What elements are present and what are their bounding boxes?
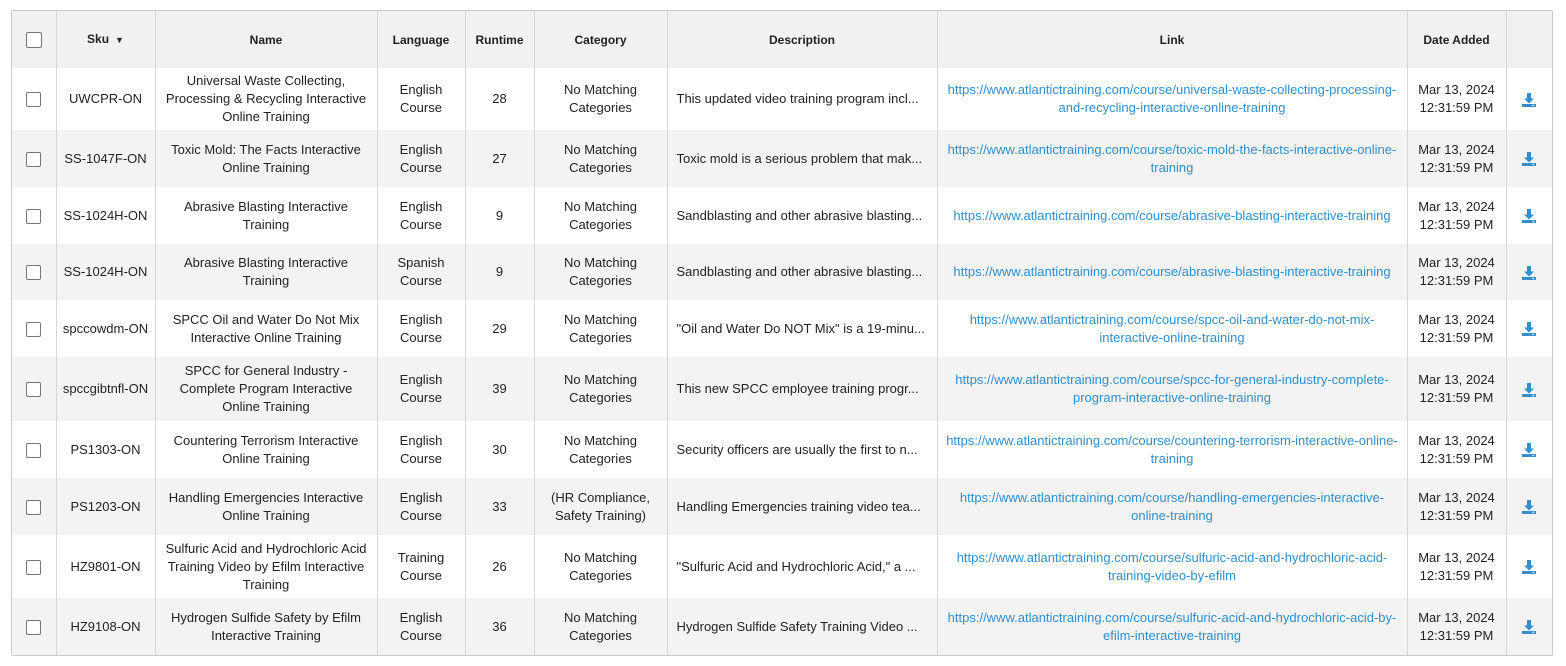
sku-header-label: Sku — [87, 32, 110, 46]
date-added-cell — [1407, 300, 1506, 357]
date-text: Mar 13, 2024 — [1418, 311, 1495, 327]
language-cell: English Course — [377, 421, 465, 478]
name-cell: Toxic Mold: The Facts Interactive Online Training — [155, 130, 377, 187]
runtime-cell: 27 — [465, 130, 534, 187]
description-cell: Toxic mold is a serious problem that mak... — [667, 130, 937, 187]
download-cell — [1506, 421, 1552, 478]
date-added-cell — [1407, 130, 1506, 187]
sku-cell: spccowdm-ON — [56, 300, 155, 357]
courses-table — [12, 11, 1552, 655]
language-cell: English Course — [377, 357, 465, 421]
row-select-cell — [12, 300, 56, 357]
name-cell: SPCC Oil and Water Do Not Mix Interactive Online Training — [155, 300, 377, 357]
caret-down-icon[interactable]: ▼ — [115, 35, 124, 45]
download-cell — [1506, 130, 1552, 187]
runtime-cell: 28 — [465, 68, 534, 130]
download-cell — [1506, 300, 1552, 357]
description-cell: "Oil and Water Do NOT Mix" is a 19-minu... — [667, 300, 937, 357]
date-text: Mar 13, 2024 — [1418, 489, 1495, 505]
download-icon[interactable] — [1521, 619, 1537, 635]
time-text: 12:31:59 PM — [1419, 507, 1494, 523]
time-text: 12:31:59 PM — [1419, 627, 1494, 643]
name-cell: Sulfuric Acid and Hydrochloric Acid Training Video by Efilm Interactive Training — [155, 535, 377, 598]
row-checkbox[interactable] — [26, 443, 41, 458]
download-cell — [1506, 187, 1552, 244]
link-cell — [937, 187, 1407, 244]
row-checkbox[interactable] — [26, 382, 41, 397]
sku-cell: spccgibtnfl-ON — [56, 357, 155, 421]
runtime-cell: 26 — [465, 535, 534, 598]
language-cell: Training Course — [377, 535, 465, 598]
runtime-cell: 39 — [465, 357, 534, 421]
date-added-cell — [1407, 598, 1506, 655]
time-text: 12:31:59 PM — [1419, 273, 1494, 288]
download-cell — [1506, 68, 1552, 130]
course-link[interactable]: https://www.atlantictraining.com/course/spcc-for-general-industry-complete-program-interactive-online-training — [955, 372, 1389, 405]
download-cell — [1506, 478, 1552, 535]
row-checkbox[interactable] — [26, 500, 41, 515]
download-icon[interactable] — [1521, 559, 1537, 575]
date-added-header-label: Date Added — [1423, 32, 1490, 47]
row-select-cell — [12, 68, 56, 130]
language-cell: English Course — [377, 598, 465, 655]
row-checkbox[interactable] — [26, 322, 41, 337]
description-cell: Handling Emergencies training video tea... — [667, 478, 937, 535]
row-checkbox[interactable] — [26, 209, 41, 224]
language-cell: English Course — [377, 130, 465, 187]
sku-cell: UWCPR-ON — [56, 68, 155, 130]
course-link[interactable]: https://www.atlantictraining.com/course/abrasive-blasting-interactive-training — [953, 264, 1391, 279]
date-added-cell — [1407, 244, 1506, 300]
column-header-category[interactable] — [534, 11, 667, 68]
download-icon[interactable] — [1521, 265, 1537, 281]
download-cell — [1506, 535, 1552, 598]
runtime-cell: 30 — [465, 421, 534, 478]
download-cell — [1506, 244, 1552, 300]
link-cell — [937, 300, 1407, 357]
course-link[interactable]: https://www.atlantictraining.com/course/toxic-mold-the-facts-interactive-online-training — [947, 141, 1397, 175]
description-cell: This updated video training program incl... — [667, 68, 937, 130]
runtime-cell: 29 — [465, 300, 534, 357]
link-cell — [937, 535, 1407, 598]
language-header-label: Language — [392, 32, 450, 47]
time-text: 12:31:59 PM — [1419, 159, 1494, 175]
table-row — [12, 68, 1552, 130]
category-header-label: Category — [574, 32, 627, 47]
table-row — [12, 130, 1552, 187]
row-select-cell — [12, 130, 56, 187]
category-cell: No Matching Categories — [534, 535, 667, 598]
table-row — [12, 535, 1552, 598]
download-icon[interactable] — [1521, 151, 1537, 167]
category-cell: No Matching Categories — [534, 598, 667, 655]
course-link[interactable]: https://www.atlantictraining.com/course/handling-emergencies-interactive-online-training — [959, 489, 1385, 523]
download-cell — [1506, 598, 1552, 655]
link-header-label: Link — [1159, 32, 1185, 47]
runtime-cell: 9 — [465, 244, 534, 300]
description-cell: Hydrogen Sulfide Safety Training Video ... — [667, 598, 937, 655]
sku-cell: HZ9801-ON — [56, 535, 155, 598]
course-link[interactable]: https://www.atlantictraining.com/course/sulfuric-acid-and-hydrochloric-acid-training-video-by-efilm — [956, 549, 1388, 583]
link-cell — [937, 598, 1407, 655]
link-cell — [937, 421, 1407, 478]
table-body — [12, 68, 1552, 655]
language-cell: English Course — [377, 187, 465, 244]
date-text: Mar 13, 2024 — [1418, 141, 1495, 157]
row-checkbox[interactable] — [26, 620, 41, 635]
link-cell — [937, 478, 1407, 535]
date-text: Mar 13, 2024 — [1418, 82, 1495, 97]
sku-cell: PS1303-ON — [56, 421, 155, 478]
download-icon[interactable] — [1521, 208, 1537, 224]
category-cell: No Matching Categories — [534, 244, 667, 300]
column-header-description[interactable] — [667, 11, 937, 68]
runtime-cell: 9 — [465, 187, 534, 244]
download-icon[interactable] — [1521, 321, 1537, 337]
name-cell: Abrasive Blasting Interactive Training — [155, 187, 377, 244]
course-link[interactable]: https://www.atlantictraining.com/course/sulfuric-acid-and-hydrochloric-acid-by-efilm-interactive-training — [947, 609, 1397, 643]
table-row — [12, 300, 1552, 357]
date-text: Mar 13, 2024 — [1418, 549, 1495, 565]
runtime-header-label: Runtime — [475, 32, 524, 47]
download-cell — [1506, 357, 1552, 421]
date-text: Mar 13, 2024 — [1418, 609, 1495, 625]
description-cell: "Sulfuric Acid and Hydrochloric Acid," a ... — [667, 535, 937, 598]
table-row — [12, 421, 1552, 478]
description-cell: Sandblasting and other abrasive blasting... — [667, 187, 937, 244]
table-row — [12, 598, 1552, 655]
select-all-header — [12, 11, 56, 68]
date-added-cell — [1407, 421, 1506, 478]
date-text: Mar 13, 2024 — [1418, 198, 1495, 214]
sku-cell: SS-1047F-ON — [56, 130, 155, 187]
category-cell: No Matching Categories — [534, 68, 667, 130]
row-select-cell — [12, 244, 56, 300]
category-cell: No Matching Categories — [534, 421, 667, 478]
column-header-runtime[interactable] — [465, 11, 534, 68]
table-row — [12, 357, 1552, 421]
column-header-name[interactable] — [155, 11, 377, 68]
select-all-checkbox[interactable] — [26, 32, 42, 48]
category-cell: No Matching Categories — [534, 187, 667, 244]
download-icon[interactable] — [1521, 92, 1537, 108]
download-icon[interactable] — [1521, 382, 1537, 398]
time-text: 12:31:59 PM — [1419, 100, 1494, 115]
time-text: 12:31:59 PM — [1419, 567, 1494, 583]
sku-cell: SS-1024H-ON — [56, 187, 155, 244]
date-text: Mar 13, 2024 — [1418, 372, 1495, 387]
link-cell — [937, 68, 1407, 130]
column-header-actions — [1506, 11, 1552, 68]
name-cell: Universal Waste Collecting, Processing & Recycling Interactive Online Training — [155, 68, 377, 130]
time-text: 12:31:59 PM — [1419, 390, 1494, 405]
course-link[interactable]: https://www.atlantictraining.com/course/abrasive-blasting-interactive-training — [953, 207, 1391, 223]
language-cell: English Course — [377, 478, 465, 535]
date-added-cell — [1407, 478, 1506, 535]
row-select-cell — [12, 598, 56, 655]
course-link[interactable]: https://www.atlantictraining.com/course/spcc-oil-and-water-do-not-mix-interactive-online-training — [969, 311, 1375, 345]
language-cell: English Course — [377, 68, 465, 130]
row-select-cell — [12, 478, 56, 535]
table-row — [12, 244, 1552, 300]
table-header-row — [12, 11, 1552, 68]
date-added-cell — [1407, 187, 1506, 244]
row-checkbox[interactable] — [26, 92, 41, 107]
sku-cell: SS-1024H-ON — [56, 244, 155, 300]
category-cell: No Matching Categories — [534, 357, 667, 421]
row-checkbox[interactable] — [26, 560, 41, 575]
date-added-cell — [1407, 357, 1506, 421]
name-cell: Countering Terrorism Interactive Online Training — [155, 421, 377, 478]
column-header-date-added[interactable] — [1407, 11, 1506, 68]
date-added-cell — [1407, 535, 1506, 598]
courses-table-container — [11, 10, 1553, 656]
column-header-link[interactable] — [937, 11, 1407, 68]
row-select-cell — [12, 535, 56, 598]
language-cell: English Course — [377, 300, 465, 357]
name-cell: SPCC for General Industry - Complete Program Interactive Online Training — [155, 357, 377, 421]
time-text: 12:31:59 PM — [1419, 329, 1494, 345]
sku-cell: HZ9108-ON — [56, 598, 155, 655]
category-cell: (HR Compliance, Safety Training) — [534, 478, 667, 535]
download-icon[interactable] — [1521, 499, 1537, 515]
column-header-language[interactable] — [377, 11, 465, 68]
row-checkbox[interactable] — [26, 265, 41, 280]
time-text: 12:31:59 PM — [1419, 450, 1494, 466]
category-cell: No Matching Categories — [534, 130, 667, 187]
course-link[interactable]: https://www.atlantictraining.com/course/universal-waste-collecting-processing-and-recycling-interactive-online-training — [947, 82, 1397, 115]
name-cell: Handling Emergencies Interactive Online Training — [155, 478, 377, 535]
description-cell: This new SPCC employee training progr... — [667, 357, 937, 421]
course-link[interactable]: https://www.atlantictraining.com/course/countering-terrorism-interactive-online-training — [946, 432, 1398, 466]
date-text: Mar 13, 2024 — [1418, 255, 1495, 270]
language-cell: Spanish Course — [377, 244, 465, 300]
link-cell — [937, 130, 1407, 187]
description-header-label: Description — [768, 32, 835, 47]
link-cell — [937, 244, 1407, 300]
download-icon[interactable] — [1521, 442, 1537, 458]
table-row — [12, 187, 1552, 244]
table-row — [12, 478, 1552, 535]
description-cell: Security officers are usually the first to n... — [667, 421, 937, 478]
row-checkbox[interactable] — [26, 152, 41, 167]
column-header-sku[interactable] — [56, 11, 155, 68]
name-cell: Abrasive Blasting Interactive Training — [155, 244, 377, 300]
row-select-cell — [12, 357, 56, 421]
date-text: Mar 13, 2024 — [1418, 432, 1495, 448]
link-cell — [937, 357, 1407, 421]
row-select-cell — [12, 187, 56, 244]
category-cell: No Matching Categories — [534, 300, 667, 357]
row-select-cell — [12, 421, 56, 478]
sku-cell: PS1203-ON — [56, 478, 155, 535]
name-cell: Hydrogen Sulfide Safety by Efilm Interactive Training — [155, 598, 377, 655]
name-header-label: Name — [249, 32, 283, 47]
runtime-cell: 36 — [465, 598, 534, 655]
time-text: 12:31:59 PM — [1419, 216, 1494, 232]
runtime-cell: 33 — [465, 478, 534, 535]
description-cell: Sandblasting and other abrasive blasting... — [667, 244, 937, 300]
date-added-cell — [1407, 68, 1506, 130]
